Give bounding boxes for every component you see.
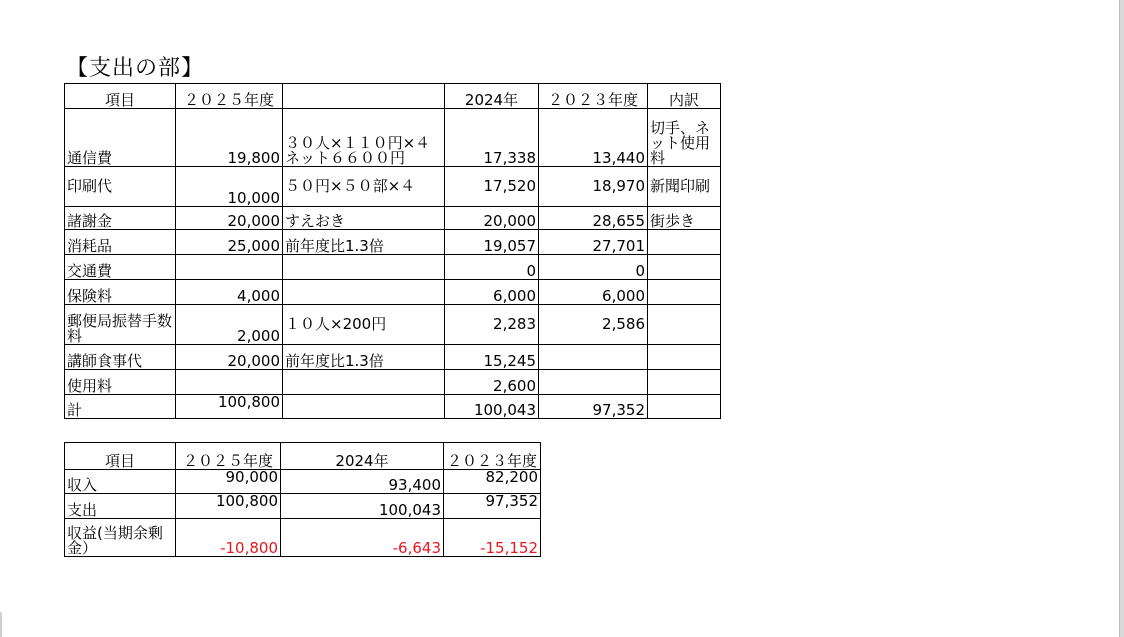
table-row [65, 519, 541, 557]
row-2025: 19,800 [176, 109, 283, 167]
row-2024: 17,338 [445, 109, 539, 167]
row-2024: 0 [445, 255, 539, 280]
table-row [65, 109, 721, 167]
row-calc [283, 370, 445, 395]
row-2025: 10,000 [176, 167, 283, 207]
row-detail [648, 305, 721, 345]
row-2024: 2,600 [445, 370, 539, 395]
table-row [65, 305, 721, 345]
row-detail: 街歩き [648, 207, 721, 230]
summary-table [64, 442, 541, 557]
row-2023: 82,200 [444, 470, 541, 494]
header-2024: 2024年 [281, 443, 444, 470]
row-calc: 前年度比1.3倍 [283, 345, 445, 370]
row-2025 [176, 255, 283, 280]
row-detail [648, 370, 721, 395]
row-2024: 15,245 [445, 345, 539, 370]
row-2023: 97,352 [444, 494, 541, 519]
window-edge-line [1119, 0, 1120, 637]
row-item: 消耗品 [65, 230, 176, 255]
row-2023: 13,440 [539, 109, 648, 167]
row-2024: 93,400 [281, 470, 444, 494]
row-2024: 100,043 [281, 494, 444, 519]
row-2024: -6,643 [281, 519, 444, 557]
row-2025: 4,000 [176, 280, 283, 305]
row-2024: 2,283 [445, 305, 539, 345]
row-2025: 25,000 [176, 230, 283, 255]
table-row [65, 470, 541, 494]
row-calc [283, 395, 445, 419]
row-2023: 6,000 [539, 280, 648, 305]
row-detail: 新聞印刷 [648, 167, 721, 207]
row-2023: 0 [539, 255, 648, 280]
row-item: 支出 [65, 494, 176, 519]
row-item: 諸謝金 [65, 207, 176, 230]
row-detail: 切手、ネット使用料 [648, 109, 721, 167]
header-2023: ２０２３年度 [539, 84, 648, 109]
row-calc: ３０人×１１０円×４ ネット６６００円 [283, 109, 445, 167]
table-row [65, 345, 721, 370]
total-row [65, 395, 721, 419]
row-2025: 2,000 [176, 305, 283, 345]
row-2025 [176, 370, 283, 395]
row-item: 計 [65, 395, 176, 419]
header-2025: ２０２５年度 [176, 443, 281, 470]
row-detail [648, 280, 721, 305]
row-item: 講師食事代 [65, 345, 176, 370]
header-item: 項目 [65, 443, 176, 470]
row-item: 収益(当期余剰金） [65, 519, 176, 557]
row-detail [648, 395, 721, 419]
row-calc: すえおき [283, 207, 445, 230]
window-edge [1120, 0, 1124, 637]
table-row [65, 230, 721, 255]
row-item: 使用料 [65, 370, 176, 395]
header-2024: 2024年 [445, 84, 539, 109]
row-calc: 前年度比1.3倍 [283, 230, 445, 255]
row-2025: 20,000 [176, 345, 283, 370]
row-item: 収入 [65, 470, 176, 494]
row-detail [648, 255, 721, 280]
header-calc [283, 84, 445, 109]
table-row [65, 280, 721, 305]
left-edge-mark [0, 612, 2, 637]
row-item: 印刷代 [65, 167, 176, 207]
row-item: 保険料 [65, 280, 176, 305]
summary-header-row [65, 443, 541, 470]
table-row [65, 494, 541, 519]
row-2025: 90,000 [176, 470, 281, 494]
row-2023: 97,352 [539, 395, 648, 419]
table-row [65, 207, 721, 230]
row-2024: 6,000 [445, 280, 539, 305]
row-calc: １０人×200円 [283, 305, 445, 345]
row-2025: 20,000 [176, 207, 283, 230]
header-item: 項目 [65, 84, 176, 109]
row-item: 郵便局振替手数料 [65, 305, 176, 345]
row-2024: 20,000 [445, 207, 539, 230]
row-item: 交通費 [65, 255, 176, 280]
row-2023: 2,586 [539, 305, 648, 345]
header-2025: ２０２５年度 [176, 84, 283, 109]
row-2023: 27,701 [539, 230, 648, 255]
row-detail [648, 345, 721, 370]
row-2025: 100,800 [176, 494, 281, 519]
row-2023 [539, 345, 648, 370]
table-row [65, 167, 721, 207]
header-detail: 内訳 [648, 84, 721, 109]
row-calc: ５０円×５０部×４ [283, 167, 445, 207]
row-calc [283, 280, 445, 305]
header-2023: ２０２３年度 [444, 443, 541, 470]
row-2023 [539, 370, 648, 395]
expense-table [64, 83, 721, 419]
row-2025: -10,800 [176, 519, 281, 557]
table-row [65, 370, 721, 395]
row-2024: 19,057 [445, 230, 539, 255]
row-calc [283, 255, 445, 280]
row-item: 通信費 [65, 109, 176, 167]
table-row [65, 255, 721, 280]
row-2024: 17,520 [445, 167, 539, 207]
expense-header-row [65, 84, 721, 109]
row-2023: 18,970 [539, 167, 648, 207]
row-2025: 100,800 [176, 395, 283, 419]
row-2023: -15,152 [444, 519, 541, 557]
row-2024: 100,043 [445, 395, 539, 419]
row-2023: 28,655 [539, 207, 648, 230]
section-title: 【支出の部】 [66, 56, 205, 81]
row-detail [648, 230, 721, 255]
